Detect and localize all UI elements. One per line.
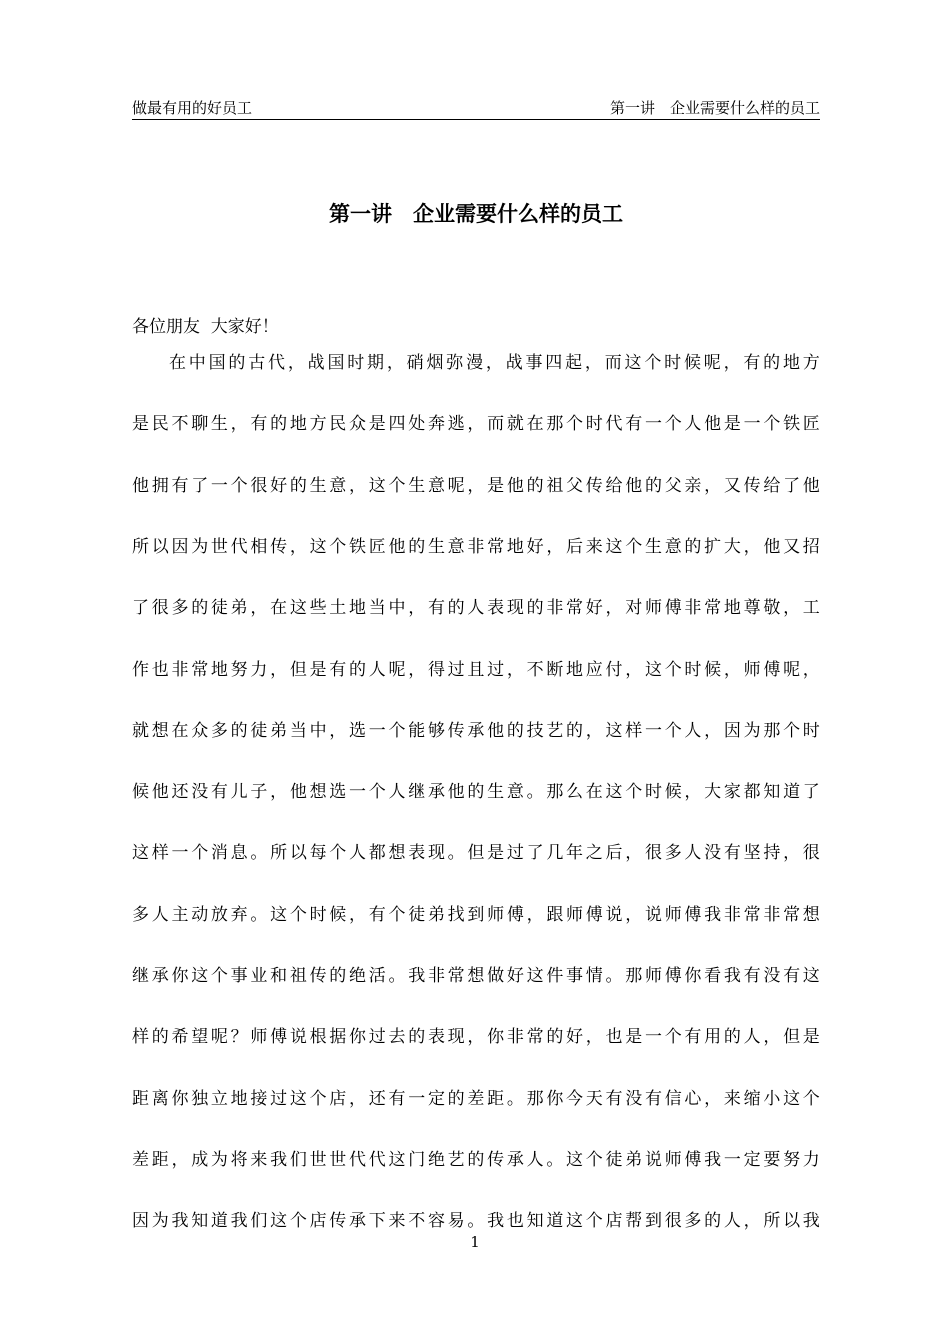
header-chapter-title: 第一讲 企业需要什么样的员工 bbox=[609, 99, 820, 117]
body-line: 就想在众多的徒弟当中，选一个能够传承他的技艺的，这样一个人，因为那个时 bbox=[132, 721, 820, 741]
body-line: 了很多的徒弟，在这些土地当中，有的人表现的非常好，对师傅非常地尊敬，工 bbox=[132, 598, 820, 618]
body-line: 样的希望呢？师傅说根据你过去的表现，你非常的好，也是一个有用的人，但是 bbox=[132, 1027, 820, 1047]
body-line: 他拥有了一个很好的生意，这个生意呢，是他的祖父传给他的父亲，又传给了他 bbox=[132, 476, 820, 496]
body-line: 继承你这个事业和祖传的绝活。我非常想做好这件事情。那师傅你看我有没有这 bbox=[132, 966, 820, 986]
body-line: 差距，成为将来我们世世代代这门绝艺的传承人。这个徒弟说师傅我一定要努力 bbox=[132, 1150, 820, 1170]
body-line: 距离你独立地接过这个店，还有一定的差距。那你今天有没有信心，来缩小这个 bbox=[132, 1089, 820, 1109]
body-line: 因为我知道我们这个店传承下来不容易。我也知道这个店帮到很多的人，所以我 bbox=[132, 1211, 820, 1231]
page-number: 1 bbox=[470, 1233, 480, 1251]
body-line: 多人主动放弃。这个时候，有个徒弟找到师傅，跟师傅说，说师傅我非常非常想 bbox=[132, 905, 820, 925]
body-line: 这样一个消息。所以每个人都想表现。但是过了几年之后，很多人没有坚持，很 bbox=[132, 843, 820, 863]
body-line: 候他还没有儿子，他想选一个人继承他的生意。那么在这个时候，大家都知道了 bbox=[132, 782, 820, 802]
greeting-line: 各位朋友 大家好！ bbox=[132, 317, 279, 337]
chapter-title: 第一讲 企业需要什么样的员工 bbox=[329, 201, 623, 226]
body-line: 在中国的古代，战国时期，硝烟弥漫，战事四起，而这个时候呢，有的地方 bbox=[169, 353, 820, 373]
header-book-title: 做最有用的好员工 bbox=[132, 99, 253, 117]
body-line: 作也非常地努力，但是有的人呢，得过且过，不断地应付，这个时候，师傅呢， bbox=[132, 660, 820, 680]
running-header bbox=[132, 98, 820, 118]
body-line: 所以因为世代相传，这个铁匠他的生意非常地好，后来这个生意的扩大，他又招 bbox=[132, 537, 820, 557]
header-divider bbox=[132, 119, 820, 120]
body-line: 是民不聊生，有的地方民众是四处奔逃，而就在那个时代有一个人他是一个铁匠 bbox=[132, 414, 820, 434]
